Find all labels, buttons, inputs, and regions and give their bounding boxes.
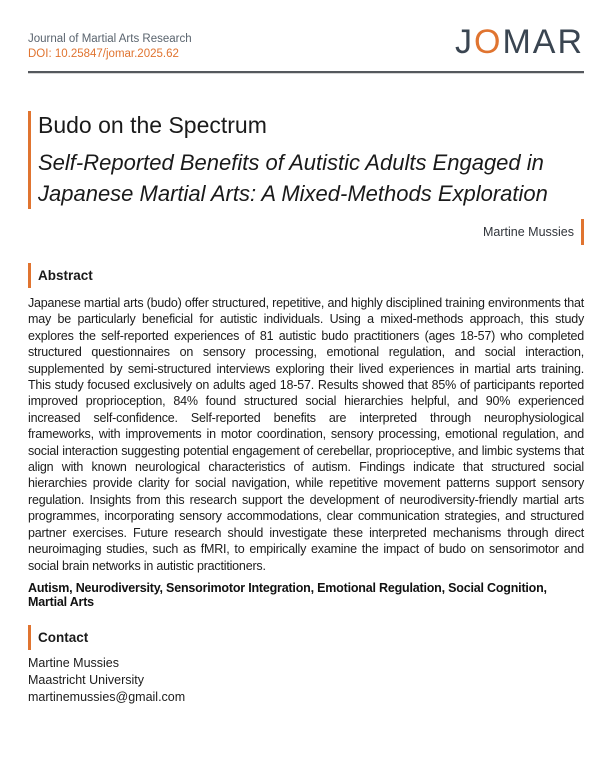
- contact-email: martinemussies@gmail.com: [28, 689, 186, 704]
- abstract-heading-row: [28, 263, 584, 288]
- keywords-line: Autism, Neurodiversity, Sensorimotor Integration, Emotional Regulation, Social Cognition, Martial Arts: [28, 580, 547, 609]
- contact-heading: Contact: [38, 629, 89, 645]
- author-accent-bar: [581, 219, 584, 245]
- logo-letters-mar: MAR: [502, 23, 584, 61]
- journal-name: Journal of Martial Arts Research: [28, 33, 192, 45]
- title-block: [28, 111, 584, 209]
- contact-affiliation: Maastricht University: [28, 672, 144, 687]
- article-subtitle: Self-Reported Benefits of Autistic Adults Engaged in Japanese Martial Arts: A Mixed-Methods Exploration: [38, 150, 548, 206]
- logo-letter-j: J: [454, 23, 474, 61]
- author-row: [28, 219, 584, 245]
- abstract-body-text: Japanese martial arts (budo) offer structured, repetitive, and highly disciplined training environments that may be particularly beneficial for autistic individuals. Using a mixed-methods approach, this study explores the self-reported experiences of 81 autistic budo practitioners (ages 18-57) who completed structured questionnaires on sensory processing, emotional regulation, and social interaction, supplemented by semi-structured interviews exploring their lived experiences in martial arts training. This study focused exclusively on adults aged 18-57. Results showed that 85% of participants reported improved proprioception, 84% found structured social hierarchies helpful, and 90% experienced increased self-confidence. Self-reported benefits are interpreted through neurophysiological frameworks, with improvements in motor coordination, sensory processing, emotional regulation, and social interaction suggesting potential engagement of cerebellar, proprioceptive, and limbic systems that align with known neurological characteristics of autism. Findings indicate that structured social hierarchies provide clarity for social navigation, while repetitive movement patterns support sensory regulation. Insights from this research support the development of neurodiversity-friendly martial arts programmes, incorporating sensory accommodations, clear communication strategies, and structured partner exercises. Future research should investigate these interpreted mechanisms through direct neuroimaging studies, such as fMRI, to empirically examine the impact of budo on sensorimotor and social brain networks in autistic practitioners.: [28, 296, 584, 573]
- logo-o-ring-icon: O: [473, 23, 503, 61]
- abstract-section: [28, 263, 584, 609]
- title-content: [31, 111, 584, 209]
- masthead-left: [28, 26, 192, 61]
- jomar-logo: [454, 23, 584, 61]
- abstract-heading: Abstract: [38, 268, 93, 283]
- contact-author-name: Martine Mussies: [28, 655, 119, 670]
- header-divider-rule: [28, 71, 584, 73]
- contact-heading-row: [28, 625, 584, 650]
- contact-lines: [28, 655, 584, 706]
- contact-section: [28, 625, 584, 706]
- masthead: [28, 23, 584, 61]
- article-title: Budo on the Spectrum: [38, 112, 267, 138]
- author-name: Martine Mussies: [483, 225, 574, 239]
- doi-text: DOI: 10.25847/jomar.2025.62: [28, 48, 179, 60]
